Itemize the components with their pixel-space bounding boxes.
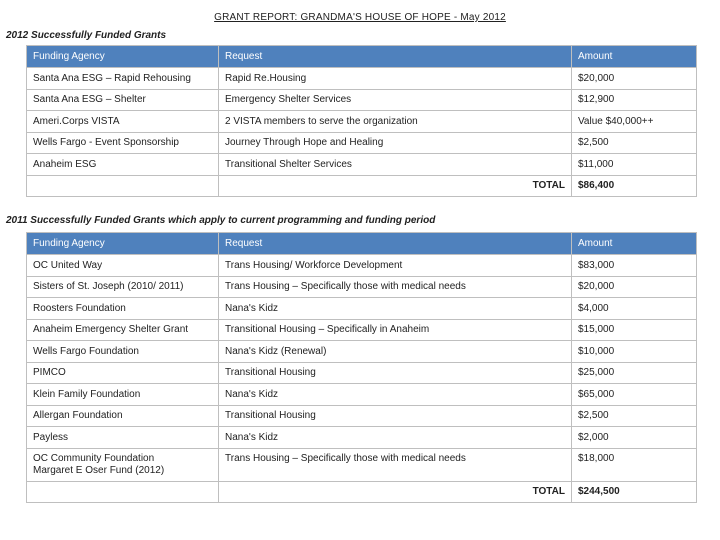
request-cell: Nana's Kidz — [219, 427, 572, 449]
request-cell: Trans Housing – Specifically those with medical needs — [219, 448, 572, 481]
empty-cell — [27, 175, 219, 197]
total-label: TOTAL — [219, 481, 572, 503]
table-row — [27, 111, 697, 133]
table-row — [27, 384, 697, 406]
request-cell: Emergency Shelter Services — [219, 89, 572, 111]
amount-cell: $4,000 — [572, 298, 697, 320]
agency-cell: Sisters of St. Joseph (2010/ 2011) — [27, 276, 219, 298]
empty-cell — [27, 481, 219, 503]
agency-cell: Santa Ana ESG – Shelter — [27, 89, 219, 111]
agency-cell: Wells Fargo - Event Sponsorship — [27, 132, 219, 154]
amount-cell: $20,000 — [572, 68, 697, 90]
agency-cell: Santa Ana ESG – Rapid Rehousing — [27, 68, 219, 90]
report-title: GRANT REPORT: GRANDMA'S HOUSE OF HOPE - May 2012 — [214, 12, 506, 23]
total-row — [27, 175, 697, 197]
column-header-amount: Amount — [572, 233, 697, 255]
agency-lines — [33, 453, 212, 477]
amount-cell: $2,500 — [572, 405, 697, 427]
agency-cell: Allergan Foundation — [27, 405, 219, 427]
amount-cell: Value $40,000++ — [572, 111, 697, 133]
amount-cell: $65,000 — [572, 384, 697, 406]
agency-cell: Payless — [27, 427, 219, 449]
amount-cell: $83,000 — [572, 255, 697, 277]
amount-cell: $25,000 — [572, 362, 697, 384]
table-row — [27, 154, 697, 176]
agency-cell: Roosters Foundation — [27, 298, 219, 320]
table-header-row — [27, 233, 697, 255]
amount-cell: $12,900 — [572, 89, 697, 111]
table-row — [27, 68, 697, 90]
table-row — [27, 132, 697, 154]
request-cell: Nana's Kidz — [219, 298, 572, 320]
request-cell: Trans Housing/ Workforce Development — [219, 255, 572, 277]
grants-table-2012 — [26, 45, 697, 197]
request-cell: Trans Housing – Specifically those with medical needs — [219, 276, 572, 298]
agency-line: Margaret E Oser Fund (2012) — [33, 464, 165, 476]
amount-cell: $2,500 — [572, 132, 697, 154]
table-row — [27, 427, 697, 449]
request-cell: Transitional Shelter Services — [219, 154, 572, 176]
table-row — [27, 448, 697, 481]
total-row — [27, 481, 697, 503]
column-header-request: Request — [219, 233, 572, 255]
amount-cell: $15,000 — [572, 319, 697, 341]
column-header-agency: Funding Agency — [27, 233, 219, 255]
amount-cell: $10,000 — [572, 341, 697, 363]
section-heading-2012: 2012 Successfully Funded Grants — [6, 30, 167, 41]
agency-cell: PIMCO — [27, 362, 219, 384]
amount-cell: $20,000 — [572, 276, 697, 298]
table-row — [27, 362, 697, 384]
request-cell: Nana's Kidz — [219, 384, 572, 406]
request-cell: Transitional Housing — [219, 405, 572, 427]
amount-cell: $2,000 — [572, 427, 697, 449]
agency-cell: OC United Way — [27, 255, 219, 277]
agency-cell: Ameri.Corps VISTA — [27, 111, 219, 133]
request-cell: Transitional Housing – Specifically in Anaheim — [219, 319, 572, 341]
request-cell: Transitional Housing — [219, 362, 572, 384]
amount-cell: $18,000 — [572, 448, 697, 481]
column-header-agency: Funding Agency — [27, 46, 219, 68]
request-cell: 2 VISTA members to serve the organization — [219, 111, 572, 133]
total-label: TOTAL — [219, 175, 572, 197]
table-row — [27, 276, 697, 298]
agency-cell: Anaheim ESG — [27, 154, 219, 176]
request-cell: Nana's Kidz (Renewal) — [219, 341, 572, 363]
table-row — [27, 341, 697, 363]
agency-cell — [27, 448, 219, 481]
table-row — [27, 255, 697, 277]
agency-cell: Anaheim Emergency Shelter Grant — [27, 319, 219, 341]
table-row — [27, 298, 697, 320]
section-heading-2011: 2011 Successfully Funded Grants which apply to current programming and funding period — [6, 215, 436, 226]
agency-cell: Klein Family Foundation — [27, 384, 219, 406]
request-cell: Journey Through Hope and Healing — [219, 132, 572, 154]
table-row — [27, 405, 697, 427]
table-header-row — [27, 46, 697, 68]
table-row — [27, 89, 697, 111]
grants-table-2011 — [26, 232, 697, 503]
column-header-amount: Amount — [572, 46, 697, 68]
total-value: $86,400 — [572, 175, 697, 197]
request-cell: Rapid Re.Housing — [219, 68, 572, 90]
table-row — [27, 319, 697, 341]
column-header-request: Request — [219, 46, 572, 68]
total-value: $244,500 — [572, 481, 697, 503]
amount-cell: $11,000 — [572, 154, 697, 176]
agency-cell: Wells Fargo Foundation — [27, 341, 219, 363]
agency-line: OC Community Foundation — [33, 452, 155, 464]
